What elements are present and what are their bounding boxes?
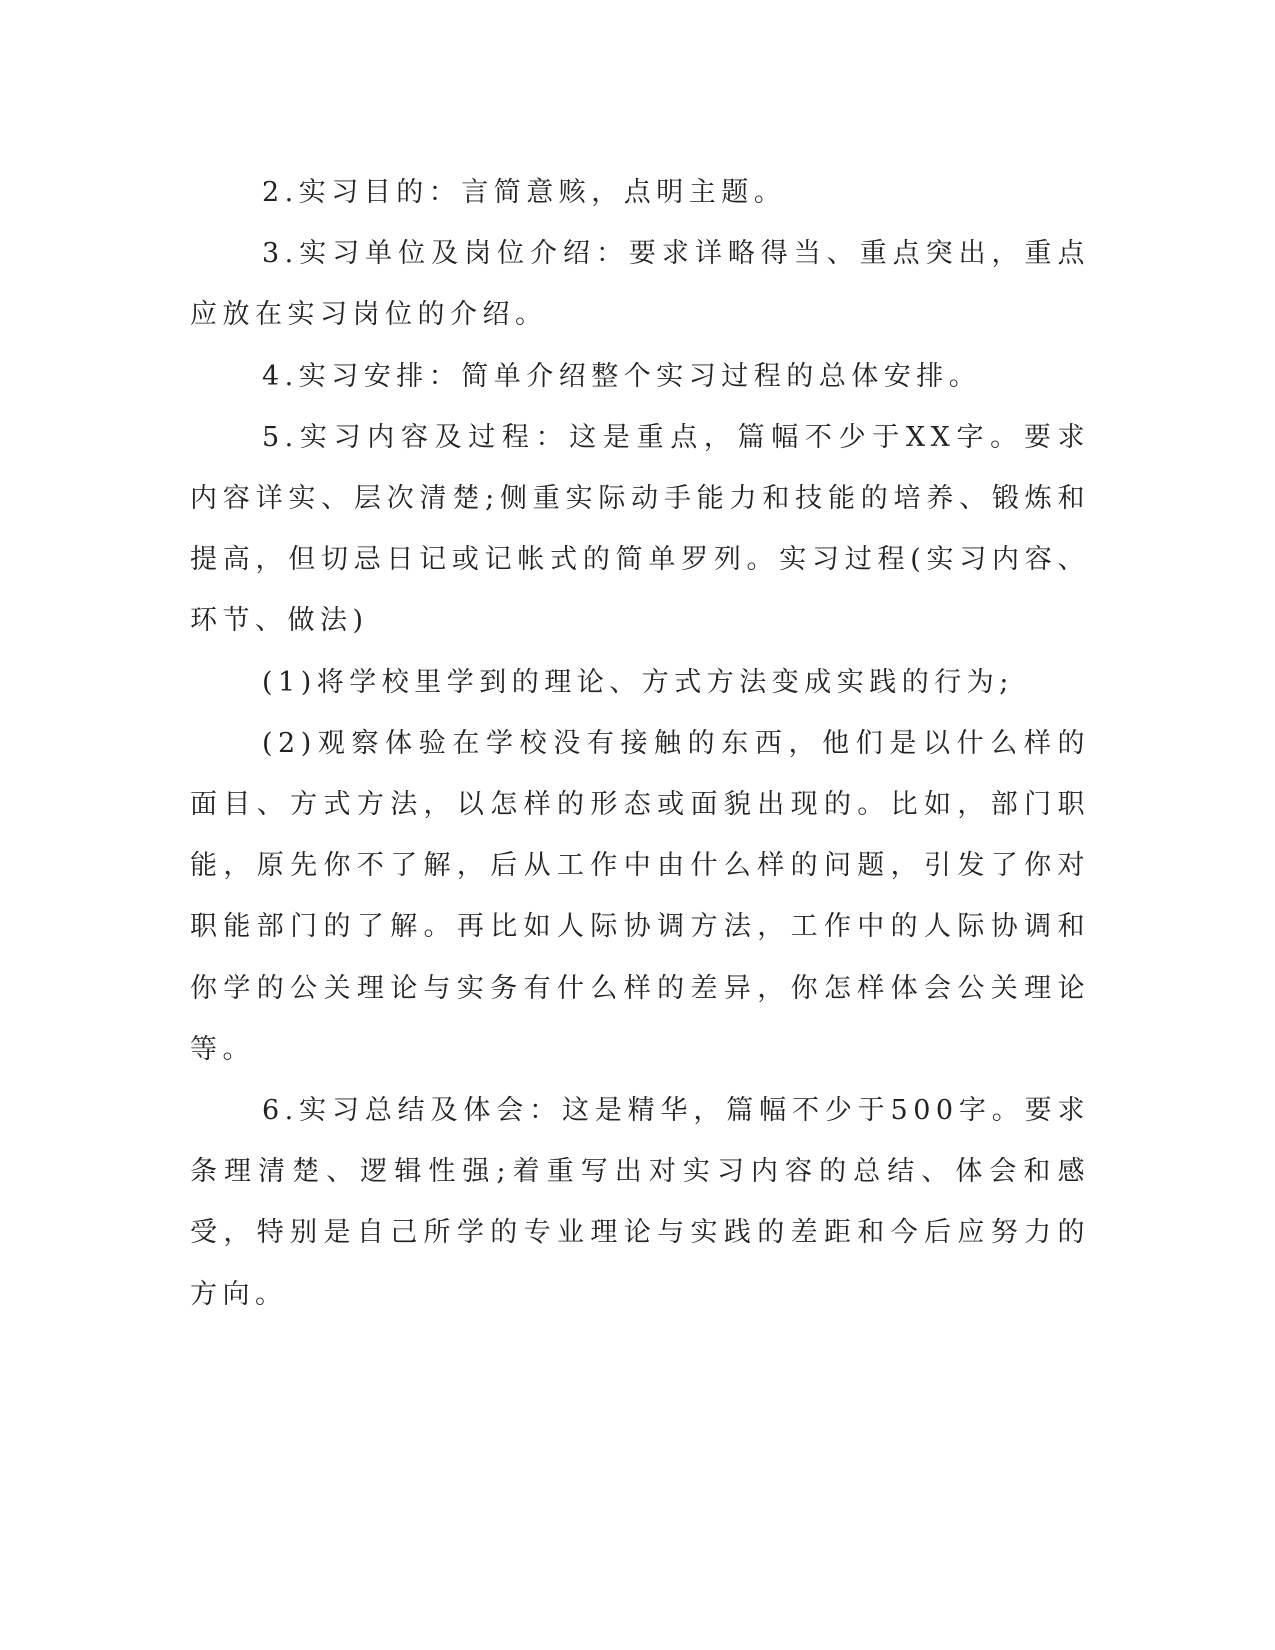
paragraph-item-2: (2)观察体验在学校没有接触的东西，他们是以什么样的面目、方式方法，以怎样的形态或面貌出现的。比如，部门职能，原先你不了解，后从工作中由什么样的问题，引发了你对职能部门的了解。再比如人际协调方法，工作中的人际协调和你学的公关理论与实务有什么样的差异，你怎样体会公关理论等。 — [190, 727, 1090, 1065]
document-body — [190, 162, 1090, 1325]
paragraph-content-and-process: 5.实习内容及过程：这是重点，篇幅不少于XX字。要求内容详实、层次清楚;侧重实际动手能力和技能的培养、锻炼和提高，但切忌日记或记帐式的简单罗列。实习过程(实习内容、环节、做法) — [190, 421, 1090, 637]
paragraph-unit-and-position: 3.实习单位及岗位介绍：要求详略得当、重点突出，重点应放在实习岗位的介绍。 — [190, 238, 1090, 331]
paragraph-summary: 6.实习总结及体会：这是精华，篇幅不少于500字。要求条理清楚、逻辑性强;着重写出对实习内容的总结、体会和感受，特别是自己所学的专业理论与实践的差距和今后应努力的方向。 — [190, 1095, 1090, 1310]
paragraph-internship-purpose: 2.实习目的：言简意赅，点明主题。 — [262, 177, 787, 208]
paragraph-item-1: (1)将学校里学到的理论、方式方法变成实践的行为; — [262, 666, 1014, 698]
paragraph-internship-arrangement: 4.实习安排：简单介绍整个实习过程的总体安排。 — [262, 360, 982, 392]
